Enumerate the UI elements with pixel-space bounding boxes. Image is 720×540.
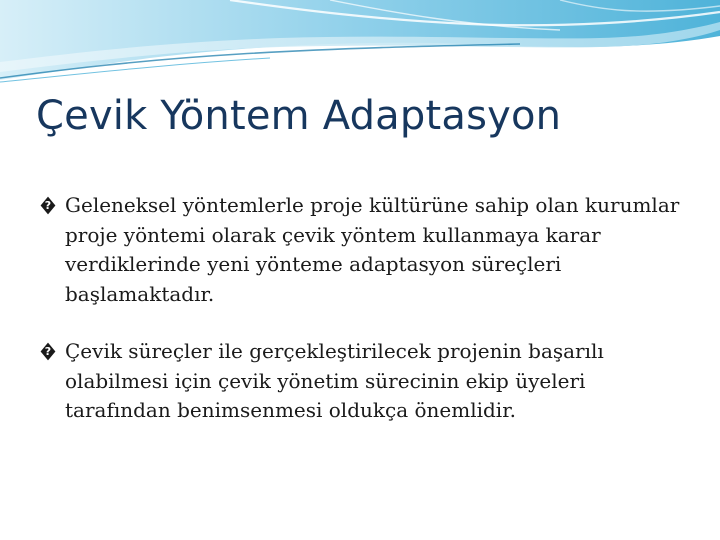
bullet-item: [40, 337, 690, 426]
svg-text:?: ?: [44, 345, 52, 359]
missing-glyph-icon: [40, 196, 56, 215]
missing-glyph-icon: [40, 342, 56, 361]
bullet-text: Çevik süreçler ile gerçekleştirilecek projenin başarılı olabilmesi için çevik yönetim sürecinin ekip üyeleri tarafından benimsenmesi oldukça önemlidir.: [65, 339, 604, 422]
slide-title: Çevik Yöntem Adaptasyon: [36, 93, 562, 139]
slide-body: [40, 191, 690, 454]
header-wave-decoration: [0, 0, 720, 90]
bullet-item: [40, 191, 690, 309]
bullet-text: Geleneksel yöntemlerle proje kültürüne sahip olan kurumlar proje yöntemi olarak çevik yöntem kullanmaya karar verdiklerinde yeni yönteme adaptasyon süreçleri başlamaktadır.: [65, 193, 680, 306]
svg-text:?: ?: [44, 199, 52, 213]
